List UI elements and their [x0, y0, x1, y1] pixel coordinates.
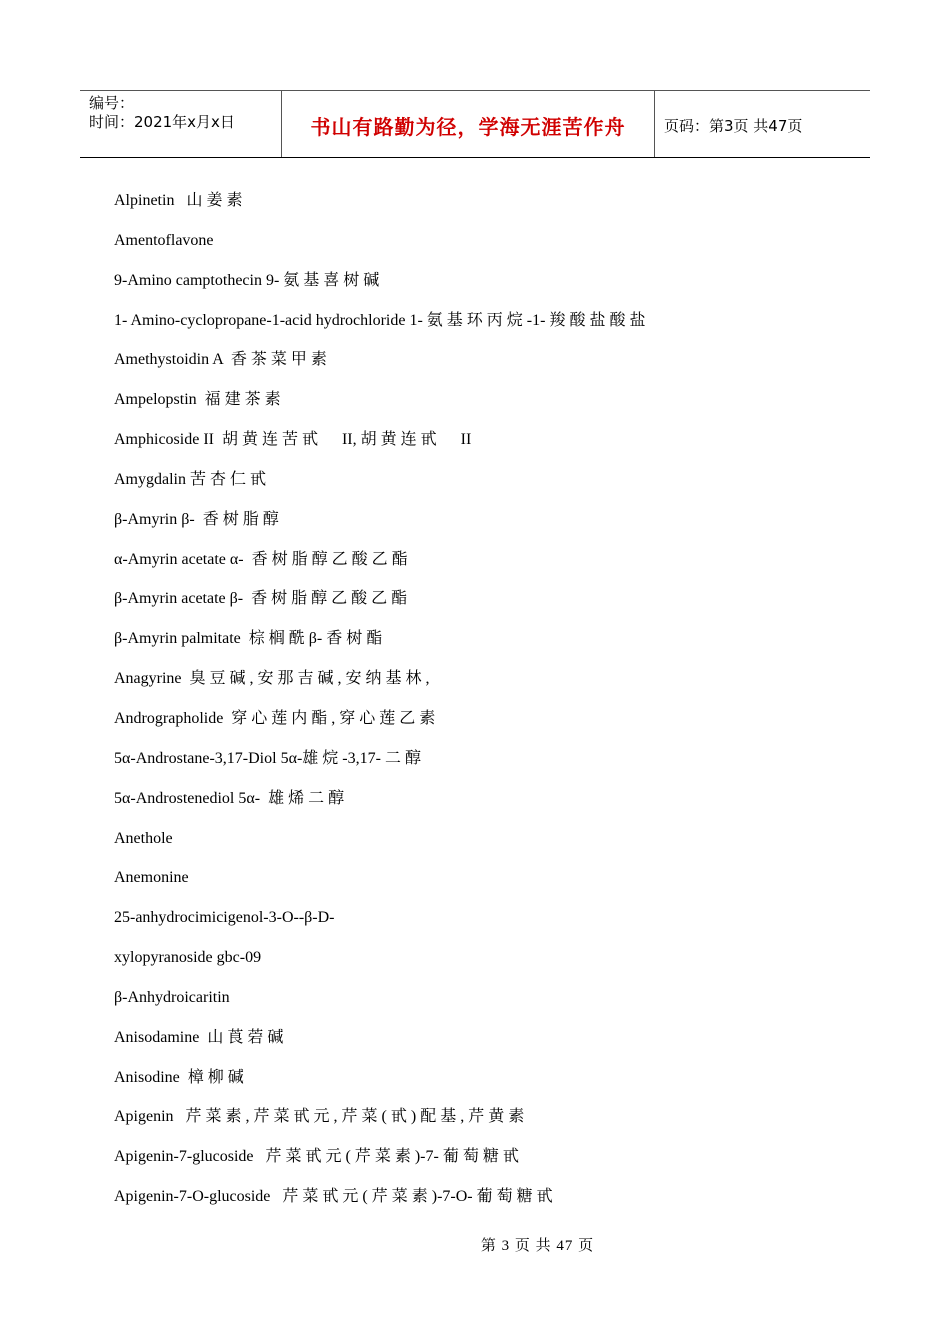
list-item: Anemonine	[114, 869, 189, 887]
list-item: Amethystoidin A 香 茶 菜 甲 素	[114, 351, 327, 369]
list-item: 9-Amino camptothecin 9- 氨 基 喜 树 碱	[114, 271, 380, 289]
header-page-number: 页码：第3页 共47页	[664, 116, 803, 135]
list-item: Apigenin-7-O-glucoside 芹 菜 甙 元 ( 芹 菜 素 )-7-O- 葡 萄 糖 甙	[114, 1188, 553, 1206]
list-item: Anethole	[114, 829, 173, 847]
list-item: Anisodamine 山 莨 菪 碱	[114, 1028, 284, 1046]
list-item: 1- Amino-cyclopropane-1-acid hydrochloride 1- 氨 基 环 丙 烷 -1- 羧 酸 盐 酸 盐	[114, 311, 646, 329]
list-item: β-Amyrin acetate β- 香 树 脂 醇 乙 酸 乙 酯	[114, 590, 408, 608]
list-item: β-Anhydroicaritin	[114, 988, 230, 1006]
list-item: xylopyranoside gbc-09	[114, 949, 262, 967]
header-meta	[80, 91, 281, 157]
list-item: β-Amyrin palmitate 棕 榈 酰 β- 香 树 酯	[114, 630, 383, 648]
list-item: β-Amyrin β- 香 树 脂 醇	[114, 510, 279, 528]
list-item: 25-anhydrocimicigenol-3-O--β-D-	[114, 909, 335, 927]
list-item: Anisodine 樟 柳 碱	[114, 1068, 244, 1086]
list-item: 5α-Androstenediol 5α- 雄 烯 二 醇	[114, 789, 345, 807]
page-footer: 第 3 页 共 47 页	[480, 1238, 595, 1254]
document-number-label: 编号：	[89, 94, 135, 112]
list-item: α-Amyrin acetate α- 香 树 脂 醇 乙 酸 乙 酯	[114, 550, 408, 568]
page-header	[80, 90, 870, 158]
list-item: Andrographolide 穿 心 莲 内 酯 , 穿 心 莲 乙 素	[114, 709, 436, 727]
list-item: Apigenin 芹 菜 素 , 芹 菜 甙 元 , 芹 菜 ( 甙 ) 配 基 , 芹 黄 素	[114, 1108, 525, 1126]
list-item: Amentoflavone	[114, 231, 214, 249]
list-item: Amygdalin 苦 杏 仁 甙	[114, 470, 266, 488]
document-time-label: 时间：2021年x月x日	[89, 113, 235, 131]
compound-list	[114, 189, 874, 1225]
list-item: Anagyrine 臭 豆 碱 , 安 那 吉 碱 , 安 纳 基 林 ,	[114, 670, 430, 688]
list-item: Alpinetin 山 姜 素	[114, 192, 243, 209]
list-item: Amphicoside II 胡 黄 连 苦 甙 II, 胡 黄 连 甙 II	[114, 431, 472, 449]
list-item: 5α-Androstane-3,17-Diol 5α-雄 烷 -3,17- 二 醇	[114, 749, 421, 767]
list-item: Ampelopstin 福 建 茶 素	[114, 391, 281, 409]
list-item: Apigenin-7-glucoside 芹 菜 甙 元 ( 芹 菜 素 )-7- 葡 萄 糖 甙	[114, 1148, 519, 1166]
header-motto: 书山有路勤为径，学海无涯苦作舟	[281, 91, 655, 157]
